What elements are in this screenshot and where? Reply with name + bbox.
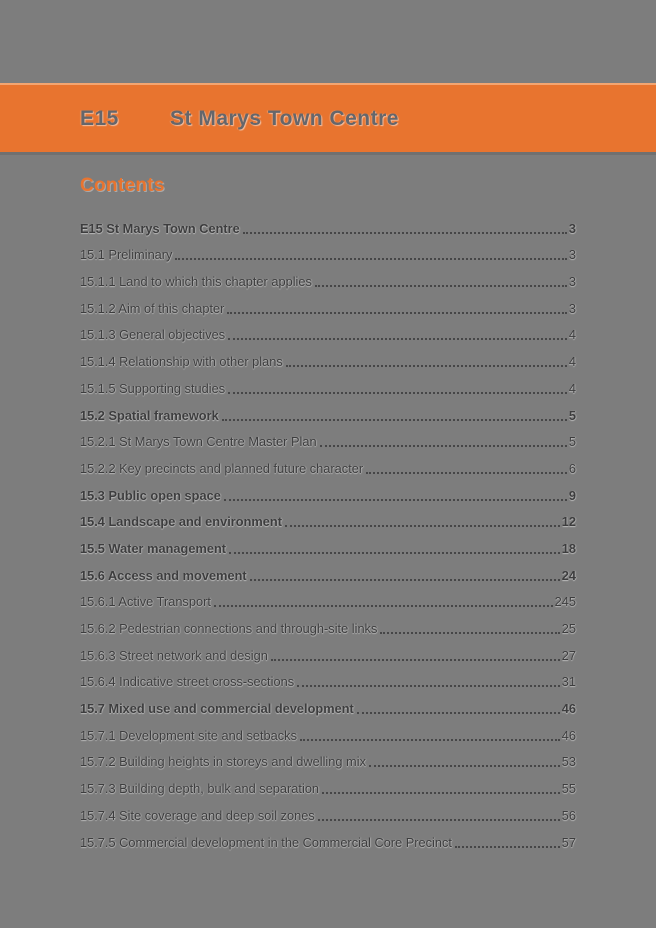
toc-entry[interactable] <box>80 347 576 374</box>
toc-entry[interactable] <box>80 828 576 855</box>
toc-entry-page: 4 <box>568 327 576 343</box>
toc-leader-dots <box>243 232 567 234</box>
toc-leader-dots <box>229 552 560 554</box>
toc-entry-label: 15.5 Water management <box>80 540 227 556</box>
toc-entry-page: 31 <box>561 674 576 690</box>
toc-entry-label: 15.1.3 General objectives <box>80 327 226 343</box>
toc-entry[interactable] <box>80 454 576 481</box>
toc-leader-dots <box>224 499 567 501</box>
toc-leader-dots <box>285 525 560 527</box>
toc-entry-page: 12 <box>561 514 576 530</box>
toc-entry[interactable] <box>80 614 576 641</box>
toc-entry-page: 46 <box>561 727 576 743</box>
toc-list <box>80 214 576 855</box>
toc-entry-label: 15.3 Public open space <box>80 487 221 503</box>
toc-leader-dots <box>228 392 567 394</box>
toc-leader-dots <box>250 579 560 581</box>
toc-entry-page: 57 <box>561 834 576 850</box>
contents-heading: Contents <box>80 175 165 196</box>
toc-entry-page: 53 <box>561 754 576 770</box>
toc-entry-label: 15.4 Landscape and environment <box>80 514 282 530</box>
toc-entry-label: 15.2.1 St Marys Town Centre Master Plan <box>80 434 317 450</box>
toc-entry-page: 4 <box>568 354 576 370</box>
toc-entry-page: 3 <box>568 300 576 316</box>
toc-leader-dots <box>286 365 567 367</box>
toc-entry[interactable] <box>80 508 576 535</box>
toc-entry-page: 46 <box>561 701 576 717</box>
toc-leader-dots <box>228 338 567 340</box>
toc-leader-dots <box>175 258 566 260</box>
toc-entry-page: 18 <box>561 540 576 556</box>
page-content <box>0 152 656 855</box>
toc-leader-dots <box>214 605 553 607</box>
toc-entry[interactable] <box>80 534 576 561</box>
toc-entry-page: 24 <box>561 567 576 583</box>
toc-entry[interactable] <box>80 748 576 775</box>
toc-entry-label: 15.7.5 Commercial development in the Commercial Core Precinct <box>80 834 452 850</box>
toc-leader-dots <box>366 472 567 474</box>
toc-entry-page: 6 <box>568 460 576 476</box>
toc-entry-label: 15.7 Mixed use and commercial development <box>80 701 354 717</box>
toc-entry[interactable] <box>80 321 576 348</box>
toc-leader-dots <box>222 419 567 421</box>
toc-entry[interactable] <box>80 374 576 401</box>
toc-entry-label: 15.6.2 Pedestrian connections and through-site links <box>80 621 378 636</box>
toc-leader-dots <box>322 792 560 794</box>
toc-entry-page: 27 <box>561 647 576 663</box>
toc-entry-label: 15.1 Preliminary <box>80 247 173 263</box>
toc-entry-page: 25 <box>561 621 576 636</box>
toc-entry-label: 15.6.3 Street network and design <box>80 647 268 663</box>
toc-entry[interactable] <box>80 214 576 241</box>
toc-leader-dots <box>300 739 560 741</box>
toc-leader-dots <box>320 445 567 447</box>
toc-entry[interactable] <box>80 801 576 828</box>
toc-leader-dots <box>357 712 560 714</box>
toc-entry-label: 15.2 Spatial framework <box>80 407 219 423</box>
toc-entry-page: 4 <box>568 380 576 396</box>
toc-entry-page: 5 <box>568 407 576 423</box>
toc-entry-page: 9 <box>568 487 576 503</box>
toc-entry-page: 56 <box>561 807 576 823</box>
toc-entry-label: 15.2.2 Key precincts and planned future character <box>80 460 364 476</box>
toc-leader-dots <box>227 312 566 314</box>
chapter-title: St Marys Town Centre <box>170 106 399 130</box>
toc-entry-label: E15 St Marys Town Centre <box>80 220 240 236</box>
toc-entry[interactable] <box>80 694 576 721</box>
toc-leader-dots <box>369 765 560 767</box>
toc-entry-label: 15.1.1 Land to which this chapter applies <box>80 274 312 290</box>
toc-entry[interactable] <box>80 241 576 268</box>
toc-entry-label: 15.7.4 Site coverage and deep soil zones <box>80 807 315 823</box>
toc-leader-dots <box>318 819 560 821</box>
toc-entry-label: 15.6.4 Indicative street cross-sections <box>80 674 295 690</box>
toc-entry-label: 15.7.1 Development site and setbacks <box>80 727 297 743</box>
toc-entry-label: 15.1.4 Relationship with other plans <box>80 354 283 370</box>
toc-entry[interactable] <box>80 588 576 615</box>
toc-entry[interactable] <box>80 267 576 294</box>
toc-entry-page: 3 <box>568 247 576 263</box>
toc-entry-label: 15.1.5 Supporting studies <box>80 380 226 396</box>
toc-entry-label: 15.6.1 Active Transport <box>80 594 211 610</box>
toc-entry-label: 15.7.2 Building heights in storeys and dwelling mix <box>80 754 366 770</box>
toc-leader-dots <box>455 846 560 848</box>
toc-entry[interactable] <box>80 668 576 695</box>
toc-entry[interactable] <box>80 294 576 321</box>
toc-entry-label: 15.6 Access and movement <box>80 567 247 583</box>
toc-entry[interactable] <box>80 774 576 801</box>
toc-leader-dots <box>271 659 560 661</box>
toc-leader-dots <box>315 285 567 287</box>
toc-entry[interactable] <box>80 401 576 428</box>
toc-entry-page: 3 <box>568 274 576 290</box>
chapter-code: E15 <box>80 106 119 130</box>
toc-entry[interactable] <box>80 561 576 588</box>
toc-leader-dots <box>380 632 559 634</box>
toc-entry[interactable] <box>80 641 576 668</box>
toc-entry[interactable] <box>80 428 576 455</box>
toc-entry[interactable] <box>80 721 576 748</box>
toc-entry[interactable] <box>80 481 576 508</box>
toc-entry-page: 5 <box>568 434 576 450</box>
toc-entry-label: 15.7.3 Building depth, bulk and separation <box>80 781 320 797</box>
toc-entry-label: 15.1.2 Aim of this chapter <box>80 300 225 316</box>
toc-entry-page: 3 <box>568 220 576 236</box>
toc-entry-page: 245 <box>554 594 576 610</box>
chapter-header-band <box>0 83 656 152</box>
toc-entry-page: 55 <box>561 781 576 797</box>
page-top-margin <box>0 0 656 83</box>
toc-leader-dots <box>297 685 560 687</box>
